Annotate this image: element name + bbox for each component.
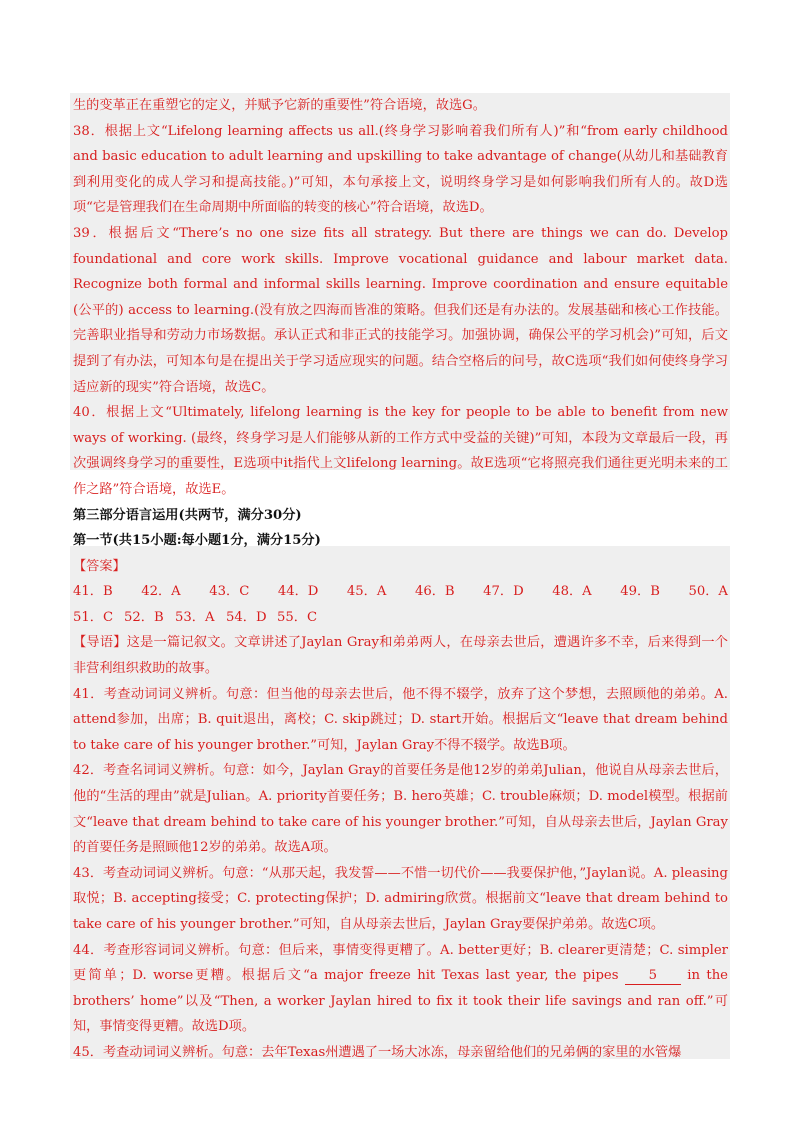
answer-item: 55．C [277, 609, 318, 625]
answer-row-1 [73, 579, 728, 605]
answer-item: 51．C [73, 609, 114, 625]
answer-item: 47．D [483, 584, 524, 600]
section-title: 第三部分语言运用(共两节，满分30分) [73, 507, 302, 523]
blank-line: 5 [625, 968, 681, 985]
explanation-43: 43．考查动词词义辨析。句意：“从那天起，我发誓——不惜一切代价——我要保护他，”Jaylan说。A. pleasing取悦；B. accepting接受；C. protecting保护；D. admiring欣赏。根据前文“leave that dream behind to take care of his younger brother.”可知，自从母亲去世后，Jaylan Gray要保护弟弟。故选C项。 [73, 865, 728, 932]
answer-item: 50．A [688, 584, 728, 600]
answer-item: 44．D [277, 584, 319, 600]
answer-row-2 [73, 605, 728, 631]
subsection-title: 第一节(共15小题:每小题1分，满分15分) [73, 533, 321, 549]
answer-item: 52．B [124, 609, 164, 625]
answer-item: 49．B [620, 584, 660, 600]
answer-item: 54．D [226, 609, 267, 625]
passage-intro: 【导语】这是一篇记叙文。文章讲述了Jaylan Gray和弟弟两人，在母亲去世后，遭遇许多不幸，后来得到一个非营利组织救助的故事。 [73, 635, 728, 677]
explanation-37-end: 生的变革正在重塑它的定义，并赋予它新的重要性”符合语境，故选G。 [73, 98, 486, 113]
explanation-42: 42．考查名词词义辨析。句意：如今，Jaylan Gray的首要任务是他12岁的弟弟Julian，他说自从母亲去世后，他的“生活的理由”就是Julian。A. priority首要任务；B. hero英雄；C. trouble麻烦；D. model模型。根据前文“leave that dream behind to take care of his younger brother.”可知，自从母亲去世后，Jaylan Gray的首要任务是照顾他12岁的弟弟。故选A项。 [73, 763, 728, 856]
explanation-41: 41．考查动词词义辨析。句意：但当他的母亲去世后，他不得不辍学，放弃了这个梦想，去照顾他的弟弟。A. attend参加，出席；B. quit退出，离校；C. skip跳过；D. start开始。根据后文“leave that dream behind to take care of his younger brother.”可知，Jaylan Gray不得不辍学。故选B项。 [73, 686, 728, 753]
answer-item: 43．C [209, 584, 250, 600]
answer-key [73, 579, 728, 630]
explanation-38: 38．根据上文“Lifelong learning affects us all.(终身学习影响着我们所有人)”和“from early childhood and basic education to adult learning and upskilling to take advantage of change(从幼儿和基础教育到利用变化的成人学习和提高技能。)”可知，本句承接上文，说明终身学习是如何影响我们所有人的。故D选项“它是管理我们在生命周期中所面临的转变的核心”符合语境，故选D。 [73, 123, 728, 216]
answer-item: 46．B [414, 584, 455, 600]
answer-item: 42．A [141, 584, 181, 600]
answer-label: 【答案】 [73, 558, 126, 574]
answer-item: 45．A [346, 584, 387, 600]
answer-item: 53．A [175, 609, 215, 625]
explanation-39: 39．根据后文“There’s no one size fits all strategy. But there are things we can do. Develop foundational and core work skills. Improve vocational guidance and labour market data. Recognize both formal and informal skills learning. Improve coordination and ensure equitable (公平的) access to learning.(没有放之四海而皆准的策略。但我们还是有办法的。发展基础和核心工作技能。完善职业指导和劳动力市场数据。承认正式和非正式的技能学习。加强协调，确保公平的学习机会)”可知，后文提到了有办法，可知本句是在提出关于学习适应现实的问题。结合空格后的问号，故C选项“我们如何使终身学习适应新的现实”符合语境，故选C。 [73, 225, 728, 395]
explanation-44 [73, 938, 728, 1040]
answer-item: 48．A [552, 584, 592, 600]
explanation-44-text: 44．考查形容词词义辨析。句意：但后来，事情变得更糟了。A. better更好；B. clearer更清楚；C. simpler更简单；D. worse更糟。根据后文“a major freeze hit Texas last year, the pipes [73, 942, 728, 984]
explanation-40: 40．根据上文“Ultimately, lifelong learning is the key for people to be able to benefit from new ways of working. (最终，终身学习是人们能够从新的工作方式中受益的关键)”可知，本段为文章最后一段，再次强调终身学习的重要性，E选项中it指代上文lifelong learning。故E选项“它将照亮我们通往更光明未来的工作之路”符合语境，故选E。 [73, 405, 728, 497]
explanation-45: 45．考查动词词义辨析。句意：去年Texas州遭遇了一场大冰冻，母亲留给他们的兄弟俩的家里的水管爆 [73, 1044, 682, 1060]
answer-explanations [73, 93, 728, 1066]
explanation-44-text-cont: in the brothers’ home”以及“Then, a worker Jaylan hired to fix it took their life savings and ran off.”可知，事情变得更糟。故选D项。 [73, 968, 728, 1035]
answer-item: 41．B [73, 584, 113, 600]
